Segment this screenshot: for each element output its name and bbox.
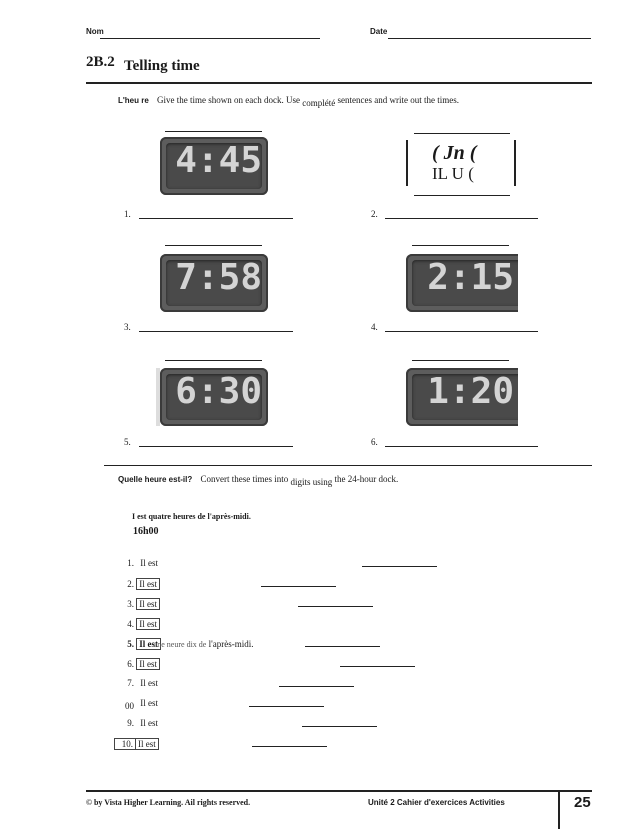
clock-2-bottom-line [414,195,510,196]
clock-3-answer-line[interactable] [139,331,293,332]
clock-3-top-line [165,245,262,246]
item-text: Il est [136,658,160,670]
clock-5-number: 5. [124,437,131,447]
item-number: 7. [127,678,134,688]
item-number: 4. [127,619,134,629]
clock-2-answer-line[interactable] [385,218,538,219]
name-field-line[interactable] [100,38,320,39]
section1-instruction-c: sentences and write out the times. [337,95,459,105]
clock-6-number: 6. [371,437,378,447]
clock-2-display-line2: IL U ( [432,164,474,183]
clock-6-top-line [412,360,509,361]
clock-2-top-line [414,133,510,134]
item-text: Il est [140,698,158,708]
section2-instruction [118,474,399,487]
page-number: 25 [574,794,591,811]
clock-2-display-line1: ( Jn ( [432,142,477,164]
clock-6-display: 1:20 [427,371,514,412]
list-item [114,618,160,630]
list-item [114,718,158,728]
section2-instruction-b: digits using [290,477,333,487]
item-8-answer-line[interactable] [249,706,324,707]
item-number: 10. [114,738,136,750]
item-text: Il est [136,618,160,630]
item-text: Il est [140,678,158,688]
list-item [114,678,158,688]
item-number: 6. [127,659,134,669]
example-answer: 16h00 [133,526,159,537]
clock-4-top-line [412,245,509,246]
clock-6-answer-line[interactable] [385,446,538,447]
footer-divider [86,790,592,792]
item-3-answer-line[interactable] [298,606,373,607]
clock-3-display: 7:58 [175,257,262,298]
list-item [114,558,158,568]
section1-instruction-b: complété [302,98,336,108]
section1-instruction [118,95,459,108]
section2-instruction-c: the 24-hour dock. [334,474,399,484]
item-number: 2. [127,579,134,589]
item-7-answer-line[interactable] [279,686,354,687]
date-field-line[interactable] [388,38,591,39]
list-item [114,598,160,610]
list-item [114,578,160,590]
item-number: 00 [125,701,134,711]
clock-4-number: 4. [371,322,378,332]
name-label: Nom [86,27,104,36]
section1-instruction-a: Give the time shown on each dock. Use [157,95,301,105]
clock-5-display: 6:30 [175,371,262,412]
clock-3 [160,254,268,312]
clock-3-number: 3. [124,322,131,332]
section2-instruction-a: Convert these times into [200,474,289,484]
date-label: Date [370,27,388,36]
item-9-answer-line[interactable] [302,726,377,727]
section1-label: L'heu re [118,96,149,105]
item-5-overlap-text: une neure dix de [153,640,207,649]
clock-6-crop [404,366,518,430]
clock-4 [406,254,518,312]
item-text: Il est [136,598,160,610]
clock-5-top-line [165,360,262,361]
section-divider [104,465,592,466]
clock-2-left-border [406,140,408,186]
item-10-answer-line[interactable] [252,746,327,747]
item-number: 1. [127,558,134,568]
activity-number: 2B.2 [86,54,115,70]
clock-1-top-line [165,131,262,132]
clock-2-right-border [514,140,516,186]
page-number-divider [558,791,560,829]
item-text: Il est [136,578,160,590]
list-item [114,658,160,670]
item-number: 3. [127,599,134,609]
clock-1-number: 1. [124,209,131,219]
clock-2-number: 2. [371,209,378,219]
clock-4-crop [404,252,518,316]
clock-4-answer-line[interactable] [385,331,538,332]
clock-6 [406,368,518,426]
clock-1-display: 4:45 [175,140,262,181]
item-1-answer-line[interactable] [362,566,437,567]
item-text: Il est [136,738,159,750]
clock-4-display: 2:15 [427,257,514,298]
clock-1-answer-line[interactable] [139,218,293,219]
book-title: Unité 2 Cahier d'exercices Activities [368,798,505,807]
title-divider [86,82,592,84]
clock-5 [160,368,268,426]
item-text: Il est [140,718,158,728]
item-5-answer-line[interactable] [305,646,380,647]
item-6-answer-line[interactable] [340,666,415,667]
item-5-tail-text: l'après-midi. [208,639,254,649]
clock-1 [160,137,268,195]
item-text: Il est [140,558,158,568]
item-text: Il est [136,638,161,650]
list-item [114,738,159,750]
clock-5-answer-line[interactable] [139,446,293,447]
item-2-answer-line[interactable] [261,586,336,587]
item-number: 5. [127,639,134,649]
page-title: Telling time [124,58,200,74]
section2-label: Quelle heure est-il? [118,475,193,484]
list-item [114,698,158,711]
example-sentence: I est quatre heures de l'après-midi. [132,512,251,521]
list-item [114,638,253,650]
copyright-text: © by Vista Higher Learning. Ail rights reserved. [86,798,251,807]
item-number: 9. [127,718,134,728]
